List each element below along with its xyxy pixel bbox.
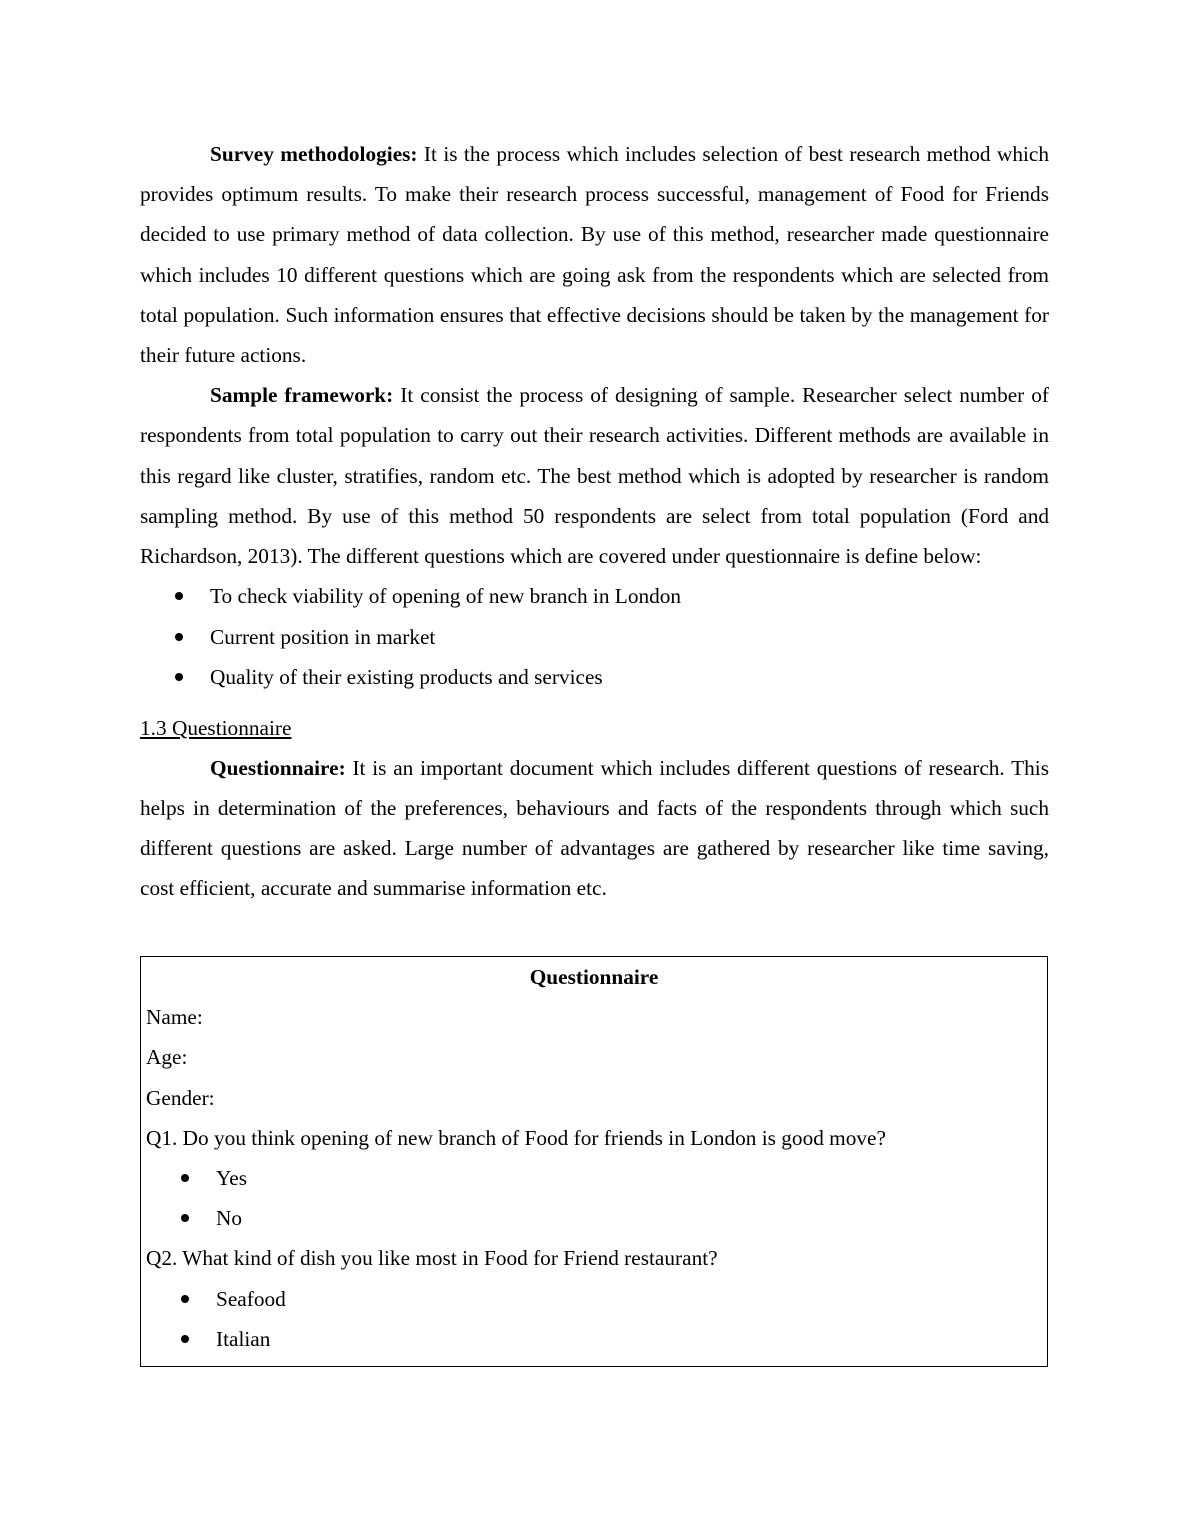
questionnaire-form-box	[140, 956, 1048, 1367]
option-text: Seafood	[216, 1286, 286, 1311]
bullet-icon	[175, 673, 183, 681]
topic-text: Current position in market	[210, 624, 436, 649]
list-item	[140, 657, 1049, 698]
questionnaire-label: Questionnaire:	[210, 755, 346, 780]
questionnaire-text: It is an important document which includes different questions of research. This helps in determination of the preferences, behaviours and facts of the respondents through which such different questions are asked. Large number of advantages are gathered by researcher like time saving, cost efficient, accurate and summarise information etc.	[140, 755, 1049, 901]
list-item	[146, 1158, 1042, 1198]
survey-methodologies-text: It is the process which includes selection of best research method which provides optimum results. To make their research process successful, management of Food for Friends decided to use primary method of data collection. By use of this method, researcher made questionnaire which includes 10 different questions which are going ask from the respondents which are selected from total population. Such information ensures that effective decisions should be taken by the management for their future actions.	[140, 142, 1050, 368]
topics-list	[140, 576, 1049, 698]
name-label: Name:	[146, 1005, 203, 1030]
list-item	[140, 617, 1049, 658]
bullet-icon	[181, 1295, 189, 1303]
option-text: No	[216, 1206, 243, 1231]
option-text: Italian	[216, 1326, 271, 1351]
questionnaire-form-title: Questionnaire	[529, 965, 659, 989]
question-2-options	[146, 1279, 1042, 1359]
option-text: Yes	[216, 1166, 247, 1191]
bullet-icon	[175, 592, 183, 600]
question-1: Q1. Do you think opening of new branch of Food for friends in London is good move?	[146, 1125, 886, 1150]
survey-methodologies-paragraph	[140, 134, 1049, 375]
sample-framework-label: Sample framework:	[210, 383, 394, 408]
document-body	[140, 134, 1049, 909]
list-item	[140, 576, 1049, 617]
list-item	[146, 1279, 1042, 1319]
gender-label: Gender:	[146, 1085, 215, 1110]
list-item	[146, 1198, 1042, 1238]
bullet-icon	[175, 633, 183, 641]
bullet-icon	[181, 1214, 189, 1222]
question-2: Q2. What kind of dish you like most in Food for Friend restaurant?	[146, 1246, 718, 1271]
section-heading: 1.3 Questionnaire	[140, 715, 292, 740]
topic-text: To check viability of opening of new branch in London	[210, 584, 682, 609]
bullet-icon	[181, 1335, 189, 1343]
age-label: Age:	[146, 1045, 188, 1070]
question-1-options	[146, 1158, 1042, 1238]
sample-framework-text: It consist the process of designing of sample. Researcher select number of respondents from total population to carry out their research activities. Different methods are available in this regard like cluster, stratifies, random etc. The best method which is adopted by researcher is random sampling method. By use of this method 50 respondents are select from total population (Ford and Richardson, 2013). The different questions which are covered under questionnaire is define below:	[140, 383, 1049, 569]
topic-text: Quality of their existing products and services	[210, 665, 603, 690]
survey-methodologies-label: Survey methodologies:	[210, 142, 418, 166]
sample-framework-paragraph	[140, 375, 1049, 576]
bullet-icon	[181, 1174, 189, 1182]
questionnaire-paragraph	[140, 748, 1049, 909]
list-item	[146, 1319, 1042, 1359]
